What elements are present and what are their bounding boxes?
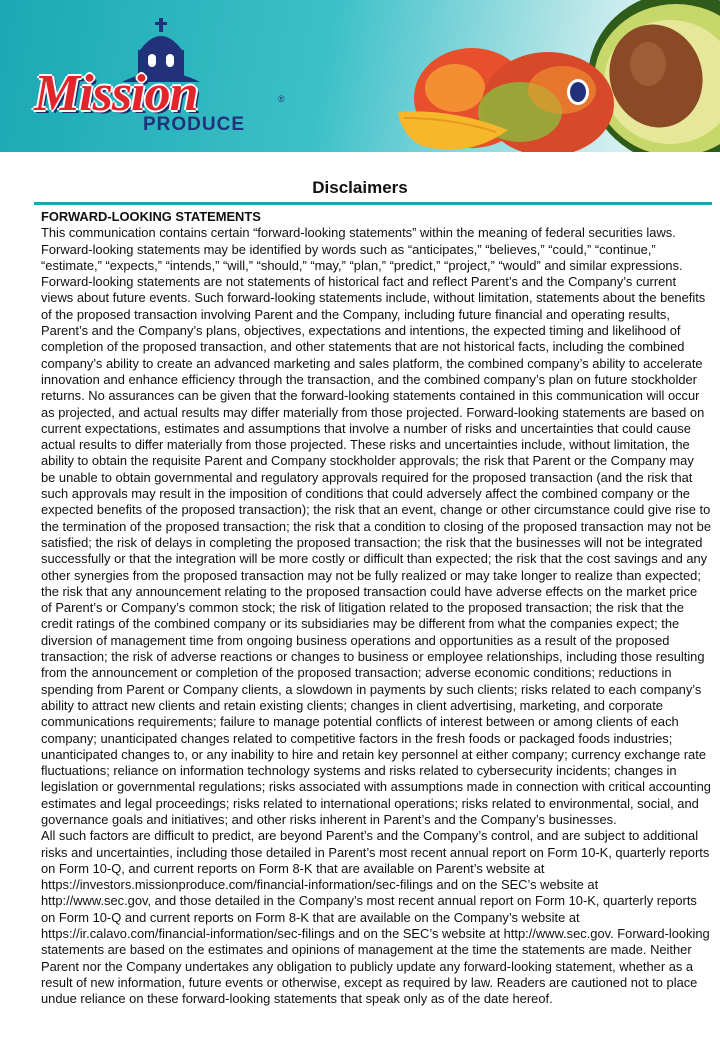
title-divider xyxy=(34,202,712,205)
avocado-image xyxy=(588,0,720,152)
trademark-mark: ® xyxy=(278,94,285,104)
header-banner xyxy=(0,0,720,152)
paragraph-risks: This communication contains certain “forward-looking statements” within the meaning of federal securities laws. Forward-looking statements may be identified by words such as “anticipates,” “believes,” “could,” “continue,” “estimate,” “expects,” “intends,” “will,” “should,” “may,” “plan,” “predict,” “project,” “would” and similar expressions. Forward-looking statements are not statements of historical fact and reflect Parent’s and the Company’s current views about future events. Such forward-looking statements include, without limitation, statements about the benefits of the proposed transaction involving Parent and the Company, including future financial and operating results, Parent’s and the Company’s plans, objectives, expectations and intentions, the expected timing and likelihood of completion of the proposed transaction, and other statements that are not historical facts, including the combined company’s ability to create an advanced marketing and sales platform, the combined company’s ability to accelerate innovation and enhance efficiency through the transaction, and the combined company’s plan on future stockholder returns. No assurances can be given that the forward-looking statements contained in this communication will occur as projected, and actual results may differ materially from those projected. Forward-looking statements are based on current expectations, estimates and assumptions that involve a number of risks and uncertainties that could cause actual results to differ materially from those projected. These risks and uncertainties include, without limitation, the ability to obtain the requisite Parent and Company stockholder approvals; the risk that Parent or the Company may be unable to obtain governmental and regulatory approvals required for the proposed transaction (and the risk that such approvals may result in the imposition of conditions that could adversely affect the combined company or the expected benefits of the proposed transaction); the risk that an event, change or other circumstance could give rise to the termination of the proposed transaction; the risk that a condition to closing of the proposed transaction may not be satisfied; the risk of delays in completing the proposed transaction; the risk that the businesses will not be integrated successfully or that the integration will be more costly or difficult than expected; the risk that the cost savings and any other synergies from the proposed transaction may not be fully realized or may take longer to realize than expected; the risk that any announcement relating to the proposed transaction could have adverse effects on the market price of Parent’s or Company’s common stock; the risk of litigation related to the proposed transaction; the risk that the credit ratings of the combined company or its subsidiaries may be different from what the companies expect; the diversion of management time from ongoing business operations and opportunities as a result of the proposed transaction; the risk of adverse reactions or changes to business or employee relationships, including those resulting from the announcement or completion of the proposed transaction; adverse economic conditions; reductions in spending from Parent or Company clients, a slowdown in payments by such clients; risks related to each company’s ability to attract new clients and retain existing clients; changes in client advertising, marketing, and corporate communications requirements; failure to manage potential conflicts of interest between or among clients of each company; unanticipated changes related to competitive factors in the fresh foods or packaged foods industries; unanticipated changes to, or any inability to hire and retain key personnel at either company; currency exchange rate fluctuations; reliance on information technology systems and risks related to cybersecurity incidents; changes in legislation or governmental regulations; risks associated with assumptions made in connection with critical accounting estimates and legal proceedings; risks related to international operations; risks related to environmental, social, and governance goals and initiatives; and other risks inherent in Parent’s and the Company’s businesses. xyxy=(41,225,711,827)
brand-logo-wordmark: Mission xyxy=(34,65,198,122)
disclaimer-body xyxy=(41,209,711,1008)
paragraph-factors: All such factors are difficult to predict, are beyond Parent’s and the Company’s control, and are subject to additional risks and uncertainties, including those detailed in Parent’s most recent annual report on Form 10-K, quarterly reports on Form 10-Q, and current reports on Form 8-K that are available on Parent’s website at https://investors.missionproduce.com/financial-information/sec-filings and on the SEC’s website at http://www.sec.gov, and those detailed in the Company’s most recent annual report on Form 10-K, quarterly reports on Form 10-Q and current reports on Form 8-K that are available on the Company’s website at https://ir.calavo.com/financial-information/sec-filings and on the SEC’s website at http://www.sec.gov. Forward-looking statements are based on the estimates and opinions of management at the time the statements are made. Neither Parent nor the Company undertakes any obligation to publicly update any forward-looking statement, whether as a result of new information, future events or otherwise, except as required by law. Readers are cautioned not to place undue reliance on these forward-looking statements that speak only as of the date hereof. xyxy=(41,828,710,1007)
brand-logo-subtitle: PRODUCE xyxy=(143,114,246,135)
page-title: Disclaimers xyxy=(312,178,408,197)
section-heading: FORWARD-LOOKING STATEMENTS xyxy=(41,209,261,224)
